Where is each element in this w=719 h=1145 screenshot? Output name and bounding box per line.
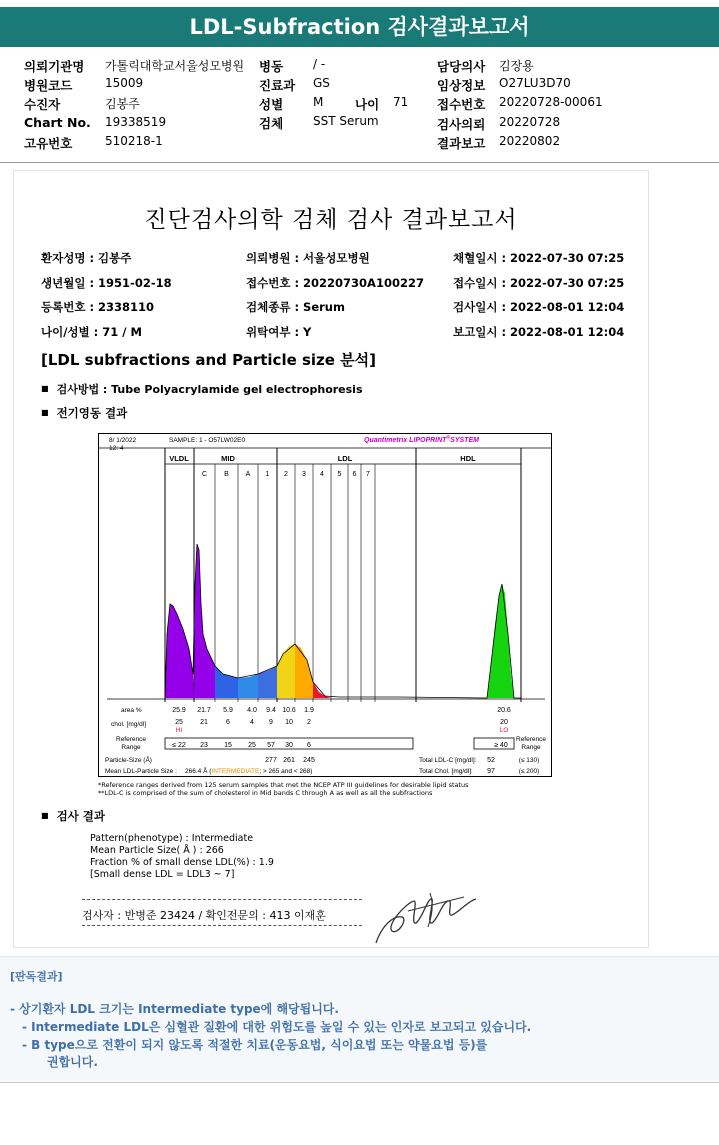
lipoprint-chart bbox=[98, 433, 552, 777]
chol-value-7: 20 bbox=[500, 719, 508, 726]
value-age: 71 bbox=[393, 95, 409, 109]
ref-value-3: 25 bbox=[248, 742, 256, 749]
row-label-mean: Mean LDL-Particle Size : bbox=[105, 768, 177, 775]
chart-brand-mark: ® bbox=[446, 435, 451, 441]
receipt-number: 접수번호 : 20220730A100227 bbox=[246, 276, 424, 290]
report-title-bar bbox=[0, 7, 719, 47]
value-clinical-info: O27LU3D70 bbox=[499, 76, 571, 90]
particle-size-1: 261 bbox=[283, 757, 295, 764]
result-pattern: Pattern(phenotype) : Intermediate bbox=[90, 833, 254, 844]
result-title bbox=[41, 808, 105, 824]
label-doctor: 담당의사 bbox=[437, 59, 486, 74]
method-line bbox=[41, 381, 363, 397]
ref-value-2: 15 bbox=[224, 742, 232, 749]
area-value-6: 1.9 bbox=[304, 707, 314, 714]
value-institution: 가톨릭대학교서울성모병원 bbox=[105, 59, 245, 73]
area-value-5: 10.6 bbox=[282, 707, 296, 714]
report-datetime: 보고일시 : 2022-08-01 12:04 bbox=[453, 325, 625, 339]
receipt-datetime: 접수일시 : 2022-07-30 07:25 bbox=[453, 276, 625, 290]
row-label-chol: chol. [mg/dl] bbox=[111, 721, 147, 728]
band-label-1: 1 bbox=[265, 471, 270, 478]
chart-brand-name: Quantimetrix LIPOPRINT bbox=[364, 437, 447, 444]
value-patient: 김봉주 bbox=[105, 97, 140, 111]
interpretation-line-3: - B type으로 전환이 되지 않도록 적절한 치료(운동요법, 식이요법 또는 약물요법 등)를 bbox=[22, 1038, 488, 1052]
chol-value-1: 21 bbox=[200, 719, 208, 726]
value-hospital-code: 15009 bbox=[105, 76, 144, 90]
registration-number: 등록번호 : 2338110 bbox=[41, 300, 155, 314]
chol-value-4: 9 bbox=[269, 719, 273, 726]
chart-brand bbox=[364, 434, 479, 444]
report-paper bbox=[13, 170, 649, 948]
band-label-2: 2 bbox=[284, 471, 288, 478]
patient-name: 환자성명 : 김봉주 bbox=[41, 251, 132, 265]
label-receipt-no: 접수번호 bbox=[437, 97, 486, 112]
value-unique-no: 510218-1 bbox=[105, 134, 163, 148]
total-ldl-value: 52 bbox=[487, 757, 495, 764]
label-age: 나이 bbox=[355, 97, 380, 112]
signature-bottom-line bbox=[82, 925, 362, 926]
signature-text: 검사자 : 반병준 23424 / 확인전문의 : 413 이재훈 bbox=[82, 909, 326, 922]
interpretation-line-1: - 상기환자 LDL 크기는 Intermediate type에 해당됩니다. bbox=[10, 1002, 339, 1016]
label-hospital-code: 병원코드 bbox=[24, 78, 73, 93]
referring-hospital: 의뢰병원 : 서울성모병원 bbox=[246, 251, 370, 265]
ref-value-1: 23 bbox=[200, 742, 208, 749]
area-value-4: 9.4 bbox=[266, 707, 276, 714]
ref-value-5: 30 bbox=[285, 742, 293, 749]
label-institution: 의뢰기관명 bbox=[24, 59, 85, 74]
value-doctor: 김장용 bbox=[499, 59, 534, 73]
band-label-C: C bbox=[201, 471, 208, 478]
label-department: 진료과 bbox=[259, 78, 296, 93]
chart-brand-suffix: SYSTEM bbox=[450, 437, 479, 444]
interpretation-line-4: 권합니다. bbox=[47, 1055, 98, 1069]
curve-mid-c bbox=[215, 666, 238, 698]
label-sex: 성별 bbox=[259, 97, 284, 112]
footer-separator bbox=[0, 1082, 719, 1083]
area-value-3: 4.0 bbox=[247, 707, 257, 714]
value-specimen: SST Serum bbox=[313, 114, 379, 128]
chart-sample-time: 12: 4 bbox=[109, 445, 124, 452]
value-sex: M bbox=[313, 95, 324, 109]
ref-value-6: 6 bbox=[307, 742, 311, 749]
collection-datetime: 채혈일시 : 2022-07-30 07:25 bbox=[453, 251, 625, 265]
band-label-A: A bbox=[245, 471, 251, 478]
curve-ldl3 bbox=[313, 682, 331, 698]
test-datetime: 검사일시 : 2022-08-01 12:04 bbox=[453, 300, 625, 314]
chol-value-6: 2 bbox=[307, 719, 311, 726]
label-ward: 병동 bbox=[259, 59, 284, 74]
band-label-3: 3 bbox=[302, 471, 306, 478]
result-mean-size: Mean Particle Size( Å ) : 266 bbox=[90, 845, 224, 856]
ref-side-label-1: Reference bbox=[516, 736, 546, 743]
label-chart-no: Chart No. bbox=[24, 115, 91, 130]
row-label-area: area % bbox=[121, 707, 142, 714]
age-sex: 나이/성별 : 71 / M bbox=[41, 325, 142, 339]
chol-value-2: 6 bbox=[226, 719, 230, 726]
interpretation-line-2: - Intermediate LDL은 심혈관 질환에 대한 위험도를 높일 수 있는 인자로 보고되고 있습니다. bbox=[22, 1020, 532, 1034]
ref-value-4: 57 bbox=[267, 742, 275, 749]
header-separator bbox=[0, 162, 719, 163]
paper-title: 진단검사의학 검체 검사 결과보고서 bbox=[144, 207, 518, 233]
value-department: GS bbox=[313, 76, 330, 90]
consignment: 위탁여부 : Y bbox=[246, 325, 312, 339]
result-small-dense-def: [Small dense LDL = LDL3 ~ 7] bbox=[90, 869, 235, 880]
label-patient: 수진자 bbox=[24, 97, 61, 112]
band-label-4: 4 bbox=[320, 471, 324, 478]
interpretation-panel bbox=[0, 956, 719, 1081]
chol-value-0: 25 bbox=[175, 719, 183, 726]
curve-hdl bbox=[487, 584, 514, 698]
label-clinical-info: 임상정보 bbox=[437, 78, 486, 93]
ref-side-label-2: Range bbox=[521, 744, 541, 751]
label-specimen: 검체 bbox=[259, 116, 284, 131]
group-label-mid: MID bbox=[221, 454, 235, 463]
group-label-ldl: LDL bbox=[337, 454, 353, 463]
ref-value-7: ≥ 40 bbox=[494, 742, 508, 749]
mean-particle-size bbox=[185, 766, 312, 775]
chart-sample-date: 8/ 1/2022 bbox=[109, 437, 137, 444]
chart-sample-label: SAMPLE: 1 - O57LW02E0 bbox=[169, 437, 246, 444]
row-label-ref-2: Range bbox=[121, 744, 141, 751]
footnote-2: **LDL-C is comprised of the sum of cholesterol in Mid bands C through A as well as all the subfractions bbox=[98, 789, 433, 797]
value-ward: / - bbox=[313, 57, 326, 71]
electrophoresis-text: 전기영동 결과 bbox=[56, 406, 128, 420]
curve-ldl1 bbox=[277, 644, 295, 698]
total-chol-ref: (≤ 200) bbox=[518, 768, 540, 775]
band-label-5: 5 bbox=[337, 471, 342, 478]
label-report-date: 결과보고 bbox=[437, 136, 486, 151]
total-chol-label: Total Chol. [mg/dl]: bbox=[419, 768, 473, 775]
value-receipt-no: 20220728-00061 bbox=[499, 95, 603, 109]
method-text: 검사방법 : Tube Polyacrylamide gel electrophoresis bbox=[56, 383, 363, 396]
footnote-1: *Reference ranges derived from 125 serum samples that met the NCEP ATP III guidelines for desirable lipid status bbox=[98, 781, 469, 789]
total-ldl-ref: (≤ 130) bbox=[518, 757, 540, 764]
handwritten-signature bbox=[372, 885, 482, 949]
band-label-7: 7 bbox=[366, 471, 370, 478]
area-value-0: 25.9 bbox=[172, 707, 186, 714]
total-chol-value: 97 bbox=[487, 768, 495, 775]
interpretation-heading: [판독결과] bbox=[10, 970, 63, 983]
band-label-B: B bbox=[224, 471, 229, 478]
specimen-type: 검체종류 : Serum bbox=[246, 300, 345, 314]
particle-size-0: 277 bbox=[265, 757, 277, 764]
band-label-6: 6 bbox=[352, 471, 357, 478]
chol-value-3: 4 bbox=[250, 719, 254, 726]
value-report-date: 20220802 bbox=[499, 134, 561, 148]
chol-value-5: 10 bbox=[285, 719, 293, 726]
result-title-text: 검사 결과 bbox=[56, 809, 106, 823]
lipoprint-svg bbox=[99, 434, 552, 777]
value-chart-no: 19338519 bbox=[105, 115, 167, 129]
total-ldl-label: Total LDL-C [mg/dl]: bbox=[419, 757, 477, 764]
result-fraction: Fraction % of small dense LDL(%) : 1.9 bbox=[90, 857, 274, 868]
label-request-date: 검사의뢰 bbox=[437, 117, 486, 132]
particle-size-2: 245 bbox=[303, 757, 315, 764]
flag-hdl: LO bbox=[499, 727, 509, 734]
mean-prefix: 266.4 Å ( bbox=[185, 768, 212, 775]
row-label-ref-1: Reference bbox=[116, 736, 146, 743]
signature-top-line bbox=[82, 899, 362, 900]
row-label-size: Particle-Size (Å) bbox=[105, 757, 152, 764]
group-label-vldl: VLDL bbox=[169, 454, 189, 463]
mean-class: INTERMEDIATE bbox=[211, 768, 260, 775]
value-request-date: 20220728 bbox=[499, 115, 561, 129]
ref-value-0: ≤ 22 bbox=[172, 742, 186, 749]
curve-mid-a bbox=[258, 666, 277, 698]
mean-suffix: ; > 265 and < 268) bbox=[259, 768, 313, 775]
label-unique-no: 고유번호 bbox=[24, 136, 73, 151]
birth-date: 생년월일 : 1951-02-18 bbox=[41, 276, 172, 290]
area-value-2: 5.9 bbox=[223, 707, 233, 714]
electrophoresis-title bbox=[41, 405, 127, 421]
group-label-hdl: HDL bbox=[460, 454, 476, 463]
analysis-section-title: [LDL subfractions and Particle size 분석] bbox=[41, 351, 377, 369]
area-value-1: 21.7 bbox=[197, 707, 211, 714]
flag-vldl: HI bbox=[175, 727, 183, 734]
area-value-7: 20.6 bbox=[497, 707, 511, 714]
report-title: LDL-Subfraction 검사결과보고서 bbox=[189, 15, 530, 39]
curve-vldl-spike bbox=[194, 544, 215, 698]
